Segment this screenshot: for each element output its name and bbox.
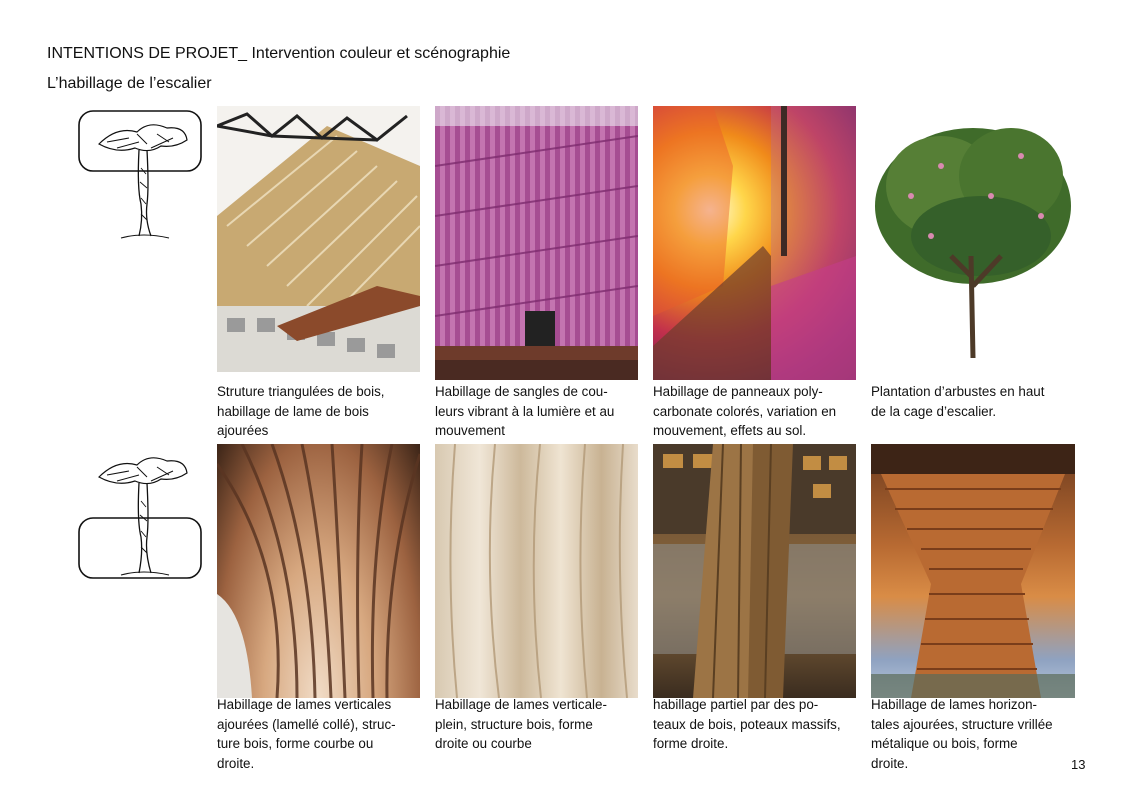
tree-sketch-crown-highlight xyxy=(77,108,205,244)
caption-5: Habillage de lames verticales ajourées (lamellé collé), struc- ture bois, forme courbe ou droite. xyxy=(217,697,396,771)
page-number: 13 xyxy=(1071,757,1086,772)
photo-curved-vertical-slats xyxy=(217,444,420,698)
caption-4: Plantation d’arbustes en haut de la cage d’escalier. xyxy=(871,384,1045,419)
caption-3: Habillage de panneaux poly- carbonate colorés, variation en mouvement, effets au sol. xyxy=(653,384,837,439)
page-title: INTENTIONS DE PROJET_ Intervention couleur et scénographie xyxy=(47,45,511,62)
caption-8: Habillage de lames horizon- tales ajourées, structure vrillée métalique ou bois, forme droite. xyxy=(871,697,1053,771)
caption-7: habillage partiel par des po- teaux de bois, poteaux massifs, forme droite. xyxy=(653,697,841,752)
photo-wooden-posts xyxy=(653,444,856,698)
page-subtitle: L’habillage de l’escalier xyxy=(47,75,212,92)
photo-shrub-plantation xyxy=(871,106,1075,358)
photo-colored-polycarbonate-panels xyxy=(653,106,856,380)
caption-1: Struture triangulées de bois, habillage de lame de bois ajourées xyxy=(217,384,385,439)
photo-triangulated-wood-structure xyxy=(217,106,420,372)
photo-twisted-horizontal-slats xyxy=(871,444,1075,698)
caption-6: Habillage de lames verticale- plein, structure bois, forme droite ou courbe xyxy=(435,697,607,752)
tree-sketch-trunk-highlight xyxy=(77,455,205,581)
photo-colored-strap-facade xyxy=(435,106,638,380)
caption-2: Habillage de sangles de cou- leurs vibrant à la lumière et au mouvement xyxy=(435,384,615,439)
photo-solid-vertical-slats xyxy=(435,444,638,698)
